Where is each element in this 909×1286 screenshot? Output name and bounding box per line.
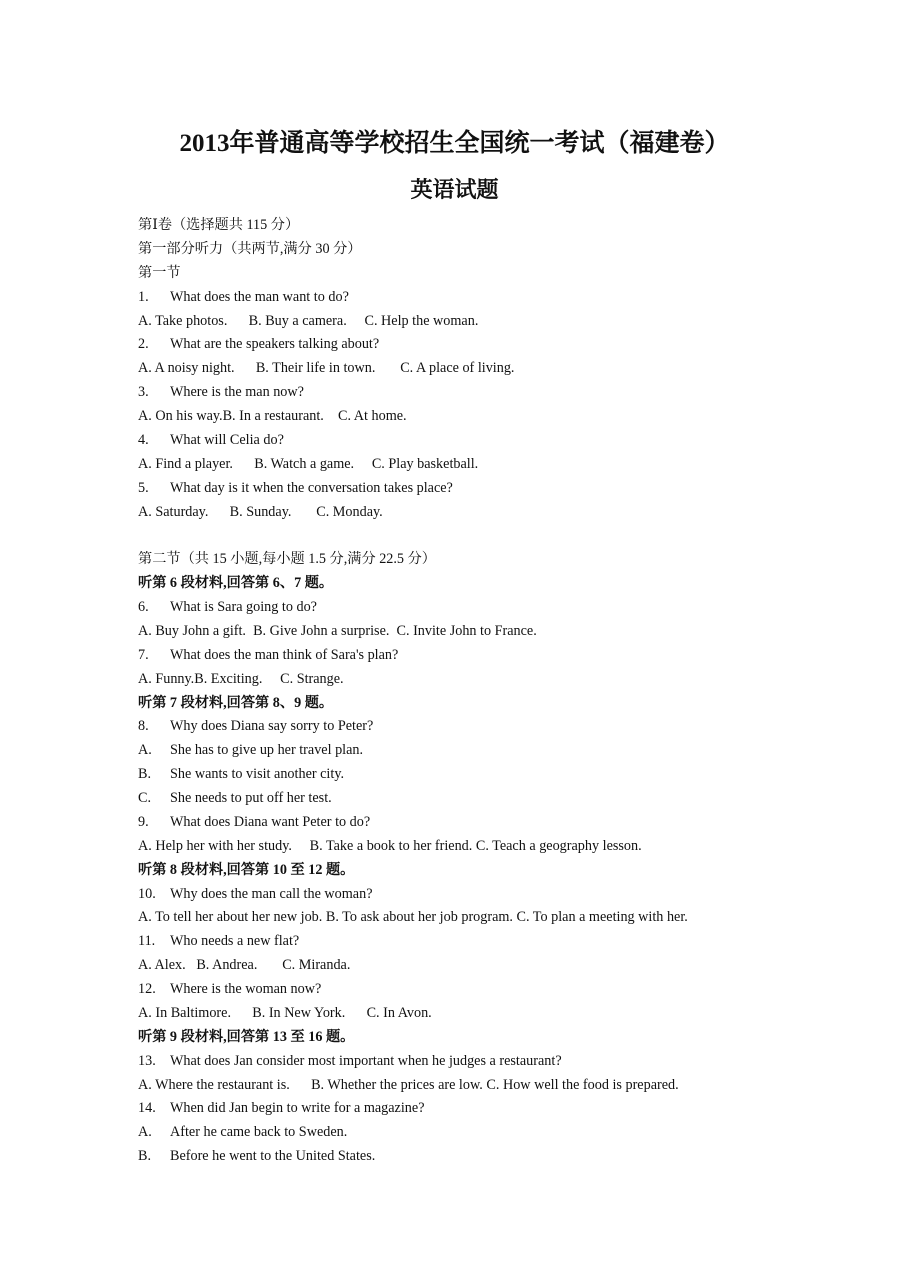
line-number: 10. (138, 885, 156, 902)
text-line (138, 835, 778, 859)
text-line (138, 1026, 778, 1050)
question-line (138, 978, 778, 1002)
text-line (138, 453, 778, 477)
line-text: A. In Baltimore. B. In New York. C. In Avon. (138, 1004, 432, 1021)
line-text: After he came back to Sweden. (170, 1124, 348, 1141)
line-text: Why does the man call the woman? (170, 885, 373, 902)
line-text: What is Sara going to do? (170, 599, 317, 615)
text-line (138, 1002, 778, 1026)
question-line (138, 930, 778, 954)
line-text: Where is the man now? (170, 384, 304, 401)
line-number: 1. (138, 288, 149, 305)
line-number: 11. (138, 933, 156, 950)
line-text: A. Saturday. B. Sunday. C. Monday. (138, 503, 383, 520)
line-number: A. (138, 1124, 152, 1141)
line-text: 第一节 (138, 264, 181, 281)
question-line (138, 644, 778, 668)
question-line (138, 787, 778, 811)
text-line (138, 620, 778, 644)
line-text: A. Funny.B. Exciting. C. Strange. (138, 670, 344, 687)
line-number: B. (138, 1148, 152, 1165)
text-line (138, 859, 778, 883)
line-number: 14. (138, 1100, 156, 1117)
line-text: A. To tell her about her new job. B. To ask about her job program. C. To plan a meeting with her. (138, 909, 688, 926)
question-line (138, 739, 778, 763)
line-text: What will Celia do? (170, 431, 284, 448)
line-number: A. (138, 742, 152, 759)
question-line (138, 1097, 778, 1121)
line-text: 听第 8 段材料,回答第 10 至 12 题。 (138, 861, 355, 878)
line-text: Before he went to the United States. (170, 1148, 376, 1165)
line-text: A. Buy John a gift. B. Give John a surprise. C. Invite John to France. (138, 622, 537, 639)
line-text: A. Find a player. B. Watch a game. C. Play basketball. (138, 455, 479, 472)
line-text: 听第 7 段材料,回答第 8、9 题。 (138, 694, 334, 711)
line-number: 13. (138, 1052, 156, 1069)
question-line (138, 381, 778, 405)
line-text: A. Help her with her study. B. Take a book to her friend. C. Teach a geography lesson. (138, 837, 642, 854)
line-text: 第Ⅰ卷（选择题共 115 分） (138, 217, 300, 233)
line-number: 6. (138, 599, 149, 615)
line-number: C. (138, 790, 152, 806)
question-line (138, 883, 778, 907)
text-line (138, 1074, 778, 1098)
line-text: When did Jan begin to write for a magazine? (170, 1100, 425, 1117)
question-line (138, 1145, 778, 1169)
document-body (138, 214, 778, 1169)
question-line (138, 1050, 778, 1074)
text-line (138, 238, 778, 262)
question-line (138, 763, 778, 787)
text-line (138, 405, 778, 429)
line-text: What are the speakers talking about? (170, 336, 380, 353)
line-number: 2. (138, 336, 149, 353)
line-number: 4. (138, 431, 149, 448)
line-text: A. Take photos. B. Buy a camera. C. Help the woman. (138, 312, 479, 329)
line-text: A. Where the restaurant is. B. Whether the prices are low. C. How well the food is prepared. (138, 1076, 679, 1093)
text-line (138, 262, 778, 286)
question-line (138, 596, 778, 620)
line-number: 3. (138, 384, 149, 401)
line-number: 12. (138, 981, 156, 997)
text-line (138, 954, 778, 978)
text-line (138, 548, 778, 572)
text-line (138, 572, 778, 596)
text-line (138, 214, 778, 238)
question-line (138, 286, 778, 310)
line-text: What day is it when the conversation takes place? (170, 479, 453, 496)
line-text: She has to give up her travel plan. (170, 742, 364, 759)
question-line (138, 811, 778, 835)
line-text: What does the man think of Sara's plan? (170, 646, 399, 663)
line-number: 8. (138, 718, 149, 735)
text-line (138, 692, 778, 716)
line-number: B. (138, 766, 152, 783)
text-line (138, 906, 778, 930)
document-title: 2013年普通高等学校招生全国统一考试（福建卷） (179, 130, 730, 157)
line-text: Where is the woman now? (170, 981, 322, 997)
line-text: A. On his way.B. In a restaurant. C. At home. (138, 408, 407, 424)
line-text: She needs to put off her test. (170, 790, 332, 806)
question-line (138, 333, 778, 357)
line-text: A. Alex. B. Andrea. C. Miranda. (138, 957, 351, 974)
text-line (138, 501, 778, 525)
text-line (138, 668, 778, 692)
question-line (138, 1121, 778, 1145)
line-number: 5. (138, 479, 149, 496)
line-text: What does Diana want Peter to do? (170, 813, 371, 830)
line-text: What does Jan consider most important when he judges a restaurant? (170, 1052, 562, 1069)
text-line (138, 524, 778, 548)
line-text: 听第 6 段材料,回答第 6、7 题。 (138, 575, 334, 592)
text-line (138, 310, 778, 334)
line-text: Who needs a new flat? (170, 933, 300, 950)
line-text: She wants to visit another city. (170, 766, 345, 783)
line-text: 听第 9 段材料,回答第 13 至 16 题。 (138, 1028, 355, 1045)
line-text: 第二节（共 15 小题,每小题 1.5 分,满分 22.5 分） (138, 551, 436, 568)
text-line (138, 357, 778, 381)
question-line (138, 715, 778, 739)
document-subtitle: 英语试题 (410, 177, 499, 202)
line-text: What does the man want to do? (170, 288, 349, 305)
line-text: Why does Diana say sorry to Peter? (170, 718, 374, 735)
line-number: 9. (138, 813, 149, 830)
question-line (138, 477, 778, 501)
line-number: 7. (138, 646, 149, 663)
line-text: A. A noisy night. B. Their life in town. C. A place of living. (138, 360, 515, 377)
line-text: 第一部分听力（共两节,满分 30 分） (138, 240, 362, 257)
question-line (138, 429, 778, 453)
